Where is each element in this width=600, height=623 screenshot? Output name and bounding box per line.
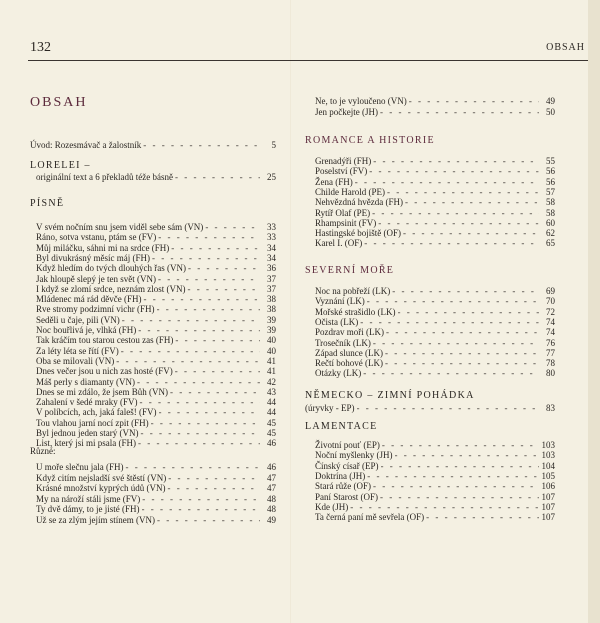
section-heading-pisne: PÍSNĚ <box>30 198 65 209</box>
section-heading-nemecko: NĚMECKO – ZIMNÍ POHÁDKA <box>305 390 475 401</box>
toc-entry <box>36 304 276 314</box>
header-rule <box>28 60 588 61</box>
dot-leader <box>122 315 260 325</box>
section-heading-lorelei: LORELEI – <box>30 160 91 171</box>
entry-page: 57 <box>546 186 555 197</box>
entry-page: 37 <box>267 283 276 294</box>
entry-title: Poselství (FV) <box>315 166 368 177</box>
toc-entry <box>36 263 276 273</box>
entry-page: 38 <box>267 304 276 315</box>
dot-leader <box>175 172 260 182</box>
dot-leader <box>188 263 260 273</box>
toc-entry <box>36 294 276 304</box>
entry-title: Paní Starost (OF) <box>315 491 378 502</box>
toc-entry <box>315 107 555 117</box>
page-fold <box>290 0 291 623</box>
dot-leader <box>143 294 260 304</box>
dot-leader <box>125 462 260 472</box>
toc-entry <box>315 461 555 471</box>
entry-page: 103 <box>541 450 555 461</box>
entry-page: 56 <box>546 166 555 177</box>
entry-title: Máš perly s diamanty (VN) <box>36 376 135 387</box>
toc-entry <box>36 346 276 356</box>
dot-leader <box>387 187 539 197</box>
dot-leader <box>355 177 539 187</box>
entry-title: Za léty léta se řítí (FV) <box>36 345 119 356</box>
entry-page: 34 <box>267 242 276 253</box>
toc-entry <box>36 494 276 504</box>
entry-title: Ráno, sotva vstanu, ptám se (FV) <box>36 232 157 243</box>
entry-title: V svém nočním snu jsem viděl sebe sám (VN) <box>36 222 204 232</box>
toc-entry <box>36 243 276 253</box>
entry-page: 38 <box>267 294 276 305</box>
entry-page: 39 <box>267 314 276 325</box>
entry-title: Byl divukrásný měsíc máj (FH) <box>36 252 150 263</box>
entry-title: Kde (JH) <box>315 501 349 512</box>
dot-leader <box>116 356 260 366</box>
toc-entry <box>315 338 555 348</box>
dot-leader <box>158 274 260 284</box>
entry-title: Rečtí bohové (LK) <box>315 358 383 369</box>
entry-page: 40 <box>267 335 276 346</box>
dot-leader <box>378 218 539 228</box>
dot-leader <box>143 140 260 150</box>
toc-entry <box>36 315 276 325</box>
toc-entry <box>315 96 555 106</box>
entry-page: 48 <box>267 493 276 504</box>
dot-leader <box>357 403 540 413</box>
entry-title: Mládenec má rád děvče (FH) <box>36 294 142 305</box>
dot-leader <box>392 286 539 296</box>
entry-title: U moře slečnu jala (FH) <box>36 462 124 472</box>
page-edge <box>588 0 600 623</box>
entry-title: Rytíř Olaf (PE) <box>315 207 371 218</box>
toc-entry <box>315 197 555 207</box>
dot-leader <box>140 428 260 438</box>
entry-title: Dnes se mi zdálo, že jsem Bůh (VN) <box>36 386 168 397</box>
entry-page: 5 <box>271 140 276 150</box>
dot-leader <box>142 504 260 514</box>
dot-leader <box>171 243 260 253</box>
toc-entry <box>315 368 555 378</box>
toc-entry <box>315 166 555 176</box>
toc-entry <box>315 481 555 491</box>
toc-entry <box>36 387 276 397</box>
entry-title: originální text a 6 překladů téže básně <box>36 172 173 182</box>
dot-leader <box>367 471 539 481</box>
entry-title: Seděli u čaje, pili (VN) <box>36 314 120 325</box>
entry-page: 43 <box>267 386 276 397</box>
dot-leader <box>152 253 260 263</box>
entry-title: Oba se milovali (VN) <box>36 355 115 366</box>
entry-page: 49 <box>546 96 555 106</box>
entry-title: Tou vlahou jarní nocí zpit (FH) <box>36 417 149 428</box>
toc-entry <box>36 274 276 284</box>
dot-leader <box>167 483 260 493</box>
entry-page: 33 <box>267 232 276 243</box>
entry-page: 107 <box>541 512 555 523</box>
dot-leader <box>142 494 260 504</box>
entry-page: 47 <box>267 483 276 493</box>
entry-page: 45 <box>267 428 276 438</box>
toc-entry <box>36 397 276 407</box>
entry-page: 47 <box>267 472 276 483</box>
toc-entry <box>36 504 276 514</box>
entry-page: 65 <box>546 238 555 249</box>
toc-entry <box>36 325 276 335</box>
entry-title: Jak hloupě slepý je ten svět (VN) <box>36 273 156 284</box>
dot-leader <box>157 304 261 314</box>
dot-leader <box>395 450 540 460</box>
entry-page: 105 <box>541 470 555 481</box>
entry-page: 74 <box>546 327 555 338</box>
entry-title: Noc na pobřeží (LK) <box>315 286 391 296</box>
toc-entry <box>315 471 555 481</box>
entry-page: 80 <box>546 368 555 379</box>
entry-title: Čínský císař (EP) <box>315 460 379 471</box>
toc-entry <box>36 407 276 417</box>
toc-entry <box>36 335 276 345</box>
entry-page: 107 <box>541 491 555 502</box>
entry-page: 103 <box>541 440 555 450</box>
entry-title: Západ slunce (LK) <box>315 347 383 358</box>
toc-entry <box>36 438 276 448</box>
toc-entry <box>315 450 555 460</box>
dot-leader <box>151 418 260 428</box>
dot-leader <box>363 368 539 378</box>
entry-title: Když hledím do tvých dlouhých řas (VN) <box>36 263 186 274</box>
dot-leader <box>364 238 539 248</box>
dot-leader <box>205 222 260 232</box>
entry-title: Dnes večer jsou u nich zas hosté (FV) <box>36 366 173 377</box>
entry-page: 69 <box>546 286 555 296</box>
entry-title: Očista (LK) <box>315 316 359 327</box>
entry-title: Doktrína (JH) <box>315 470 366 481</box>
entry-title: Rhampsinit (FV) <box>315 217 377 228</box>
dot-leader <box>403 228 539 238</box>
entry-title: Krásné množství kyprých údů (VN) <box>36 483 166 493</box>
toc-entry <box>36 418 276 428</box>
toc-entry-uvod <box>30 140 276 150</box>
toc-entry <box>36 483 276 493</box>
dot-leader <box>381 461 540 471</box>
entry-title: Životní pouť (EP) <box>315 440 380 450</box>
dot-leader <box>372 208 539 218</box>
dot-leader <box>157 515 260 525</box>
dot-leader <box>187 284 260 294</box>
dot-leader <box>369 166 539 176</box>
entry-title: Byl jednou jeden starý (VN) <box>36 428 139 438</box>
toc-entry <box>315 286 555 296</box>
entry-page: 48 <box>267 504 276 514</box>
dot-leader <box>158 232 260 242</box>
toc-entry <box>36 377 276 387</box>
entry-title: List, který jsi mi psala (FH) <box>36 438 136 449</box>
entry-title: Ty dvě dámy, to je jisté (FH) <box>36 504 140 514</box>
dot-leader <box>385 358 539 368</box>
dot-leader <box>382 440 539 450</box>
dot-leader <box>360 317 539 327</box>
entry-page: 45 <box>267 417 276 428</box>
entry-title: Když citím nejsladší své štěstí (VN) <box>36 472 167 483</box>
entry-page: 78 <box>546 358 555 369</box>
toc-entry <box>315 440 555 450</box>
entry-title: Tak kráčím tou starou cestou zas (FH) <box>36 335 174 346</box>
entry-page: 72 <box>546 306 555 317</box>
dot-leader <box>373 338 539 348</box>
entry-page: 37 <box>267 273 276 284</box>
entry-page: 40 <box>267 345 276 356</box>
dot-leader <box>373 156 539 166</box>
entry-page: 41 <box>267 355 276 366</box>
toc-entry <box>36 366 276 376</box>
entry-title: Zahalení v šedé mraky (FV) <box>36 397 138 408</box>
entry-title: I když se zlomí srdce, neznám zlost (VN) <box>36 283 186 294</box>
dot-leader <box>138 438 260 448</box>
toc-entry <box>36 232 276 242</box>
entry-page: 46 <box>267 462 276 472</box>
toc-entry <box>36 253 276 263</box>
entry-page: 77 <box>546 347 555 358</box>
entry-title: Childe Harold (PE) <box>315 186 385 197</box>
dot-leader <box>121 346 260 356</box>
toc-entry <box>315 187 555 197</box>
entry-title: Hastingské bojiště (OF) <box>315 228 401 239</box>
entry-title: Úvod: Rozesmávač a žalostník <box>30 140 142 150</box>
entry-page: 39 <box>267 325 276 335</box>
section-heading-romance: ROMANCE A HISTORIE <box>305 135 435 146</box>
dot-leader <box>175 366 260 376</box>
entry-title: Vyznání (LK) <box>315 296 365 307</box>
entry-page: 58 <box>546 207 555 218</box>
entry-title: My na nároží stáli jsme (FV) <box>36 493 141 504</box>
entry-page: 104 <box>541 460 555 471</box>
entry-page: 44 <box>267 407 276 418</box>
dot-leader <box>380 492 539 502</box>
toc-entry <box>315 218 555 228</box>
toc-entry <box>36 356 276 366</box>
toc-entry <box>315 228 555 238</box>
toc-entry <box>36 222 276 232</box>
entry-title: (úryvky - EP) <box>305 403 355 413</box>
toc-entry <box>315 307 555 317</box>
toc-entry <box>315 238 555 248</box>
toc-entry <box>315 502 555 512</box>
toc-entry-nemecko <box>305 403 555 413</box>
entry-title: Noční myšlenky (JH) <box>315 450 393 461</box>
entry-title: Otázky (LK) <box>315 368 362 379</box>
running-head: OBSAH <box>546 42 585 53</box>
entry-page: 70 <box>546 296 555 307</box>
entry-title: Rve stromy podzimní vichr (FH) <box>36 304 155 315</box>
entry-title: Už se za zlým jejím stínem (VN) <box>36 514 155 525</box>
dot-leader <box>373 481 539 491</box>
toc-entry <box>315 296 555 306</box>
entry-title: Noc bouřlivá je, vlhká (FH) <box>36 325 137 335</box>
dot-leader <box>367 296 539 306</box>
entry-page: 62 <box>546 228 555 239</box>
entry-title: Pozdrav moři (LK) <box>315 327 384 338</box>
dot-leader <box>170 387 260 397</box>
entry-page: 107 <box>541 501 555 512</box>
entry-page: 50 <box>546 106 555 117</box>
toc-entry <box>36 428 276 438</box>
entry-title: Můj miláčku, sáhni mi na srdce (FH) <box>36 242 170 253</box>
entry-title: Karel I. (OF) <box>315 238 363 249</box>
toc-entry <box>36 515 276 525</box>
section-heading-severni: SEVERNÍ MOŘE <box>305 265 395 276</box>
dot-leader <box>168 473 260 483</box>
entry-page: 74 <box>546 316 555 327</box>
page-number: 132 <box>30 40 51 55</box>
entry-title: Žena (FH) <box>315 176 353 187</box>
section-heading-ruzne: Různé: <box>30 446 56 456</box>
entry-title: V políbcích, ach, jaká faleš! (FV) <box>36 407 157 418</box>
entry-title: Stará růže (OF) <box>315 481 371 492</box>
entry-page: 83 <box>546 403 555 413</box>
toc-entry <box>36 284 276 294</box>
toc-entry-lorelei <box>36 172 276 182</box>
dot-leader <box>138 325 260 335</box>
entry-page: 44 <box>267 397 276 408</box>
toc-entry <box>315 317 555 327</box>
entry-page: 41 <box>267 366 276 377</box>
toc-entry <box>315 492 555 502</box>
entry-page: 33 <box>267 222 276 232</box>
entry-page: 60 <box>546 217 555 228</box>
entry-title: Trosečník (LK) <box>315 337 371 348</box>
dot-leader <box>137 377 260 387</box>
toc-entry <box>315 177 555 187</box>
toc-entry <box>36 462 276 472</box>
dot-leader <box>405 197 539 207</box>
contents-title: OBSAH <box>30 95 88 110</box>
entry-page: 34 <box>267 252 276 263</box>
dot-leader <box>386 327 539 337</box>
toc-entry <box>315 156 555 166</box>
dot-leader <box>380 107 539 117</box>
entry-title: Ta černá paní mě sevřela (OF) <box>315 512 425 523</box>
dot-leader <box>398 307 540 317</box>
section-heading-lamentace: LAMENTACE <box>305 421 378 432</box>
entry-title: Jen počkejte (JH) <box>315 106 378 117</box>
entry-page: 49 <box>267 514 276 525</box>
toc-entry <box>315 512 555 522</box>
toc-entry <box>315 348 555 358</box>
entry-page: 55 <box>546 156 555 166</box>
entry-page: 46 <box>267 438 276 449</box>
toc-entry <box>315 208 555 218</box>
entry-page: 25 <box>267 172 276 182</box>
entry-title: Ne, to je vyloučeno (VN) <box>315 96 407 106</box>
entry-page: 42 <box>267 376 276 387</box>
toc-entry <box>315 327 555 337</box>
dot-leader <box>409 96 539 106</box>
dot-leader <box>175 335 260 345</box>
entry-title: Nehvězdná hvězda (FH) <box>315 197 403 208</box>
toc-entry <box>36 473 276 483</box>
entry-title: Grenadýři (FH) <box>315 156 372 166</box>
dot-leader <box>350 502 539 512</box>
entry-page: 56 <box>546 176 555 187</box>
dot-leader <box>385 348 539 358</box>
entry-page: 36 <box>267 263 276 274</box>
dot-leader <box>139 397 260 407</box>
dot-leader <box>159 407 260 417</box>
entry-page: 76 <box>546 337 555 348</box>
dot-leader <box>426 512 539 522</box>
entry-page: 106 <box>541 481 555 492</box>
entry-title: Mořské strašidlo (LK) <box>315 306 396 317</box>
toc-entry <box>315 358 555 368</box>
entry-page: 58 <box>546 197 555 208</box>
